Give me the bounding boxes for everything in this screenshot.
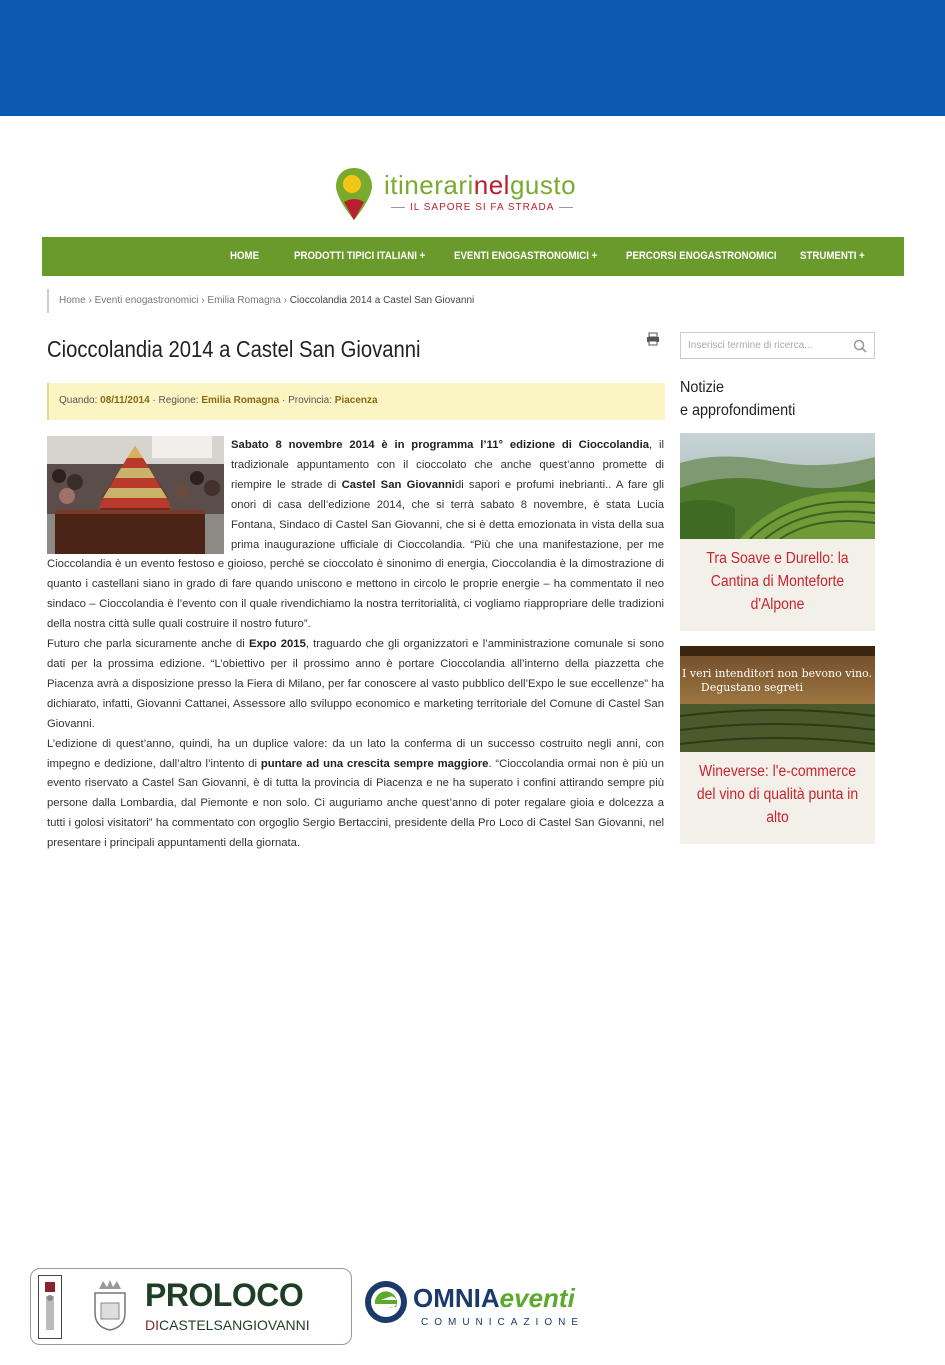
breadcrumb-home[interactable]: Home bbox=[59, 295, 86, 306]
sidebar-heading-line2: e approfondimenti bbox=[680, 402, 796, 419]
event-province[interactable]: Piacenza bbox=[334, 395, 378, 406]
breadcrumb bbox=[47, 289, 474, 313]
logo-wordmark: itinerarinelgusto bbox=[384, 170, 577, 200]
article-body bbox=[47, 436, 664, 854]
sidebar-heading bbox=[680, 376, 795, 422]
image-caption-2: Degustano segreti bbox=[700, 681, 804, 694]
breadcrumb-separator: › bbox=[198, 295, 208, 306]
growth-bold: puntare ad una crescita sempre maggiore bbox=[260, 757, 489, 770]
image-caption-1: I veri intenditori non bevono vino. bbox=[682, 667, 872, 680]
sidebar-heading-line1: Notizie bbox=[680, 379, 725, 396]
omnia-wordmark bbox=[413, 1283, 575, 1314]
proloco-di: DI bbox=[145, 1317, 159, 1333]
proloco-side-badge bbox=[38, 1275, 62, 1339]
omnia-e-icon bbox=[363, 1279, 409, 1325]
proloco-logo bbox=[30, 1268, 352, 1345]
news-card-wineverse[interactable] bbox=[680, 646, 875, 844]
site-logo[interactable] bbox=[334, 166, 594, 222]
article-paragraph-2 bbox=[47, 635, 664, 735]
paragraph-text: di sapori e profumi inebrianti.. A fare gli onori di casa dell’edizione 2014, che si terrà sabato 8 novembre, è stata Lucia Fontana, Sindaco di Castel San Giovanni, che si è detta emozionata in vista della sua prima inaugurazione ufficiale di Cioccolandia. “Più che una manifestazione, per me Cioccolandia è un evento festoso e gioioso, perché se cioccolato è sinonimo di energia, Cioccolandia è la dimostrazione di quanto i castellani siano in grado di fare quando uniscono e mettono in circolo le proprie energie – ha commentato il neo sindaco – Cioccolandia è l’evento con il quale rivendichiamo la nostra territorialità, ci vogliamo riappropriare delle tradizioni della nostra città sulle quali costruire il nostro futuro”. bbox=[47, 478, 664, 631]
paragraph-text: L’edizione di quest’anno, quindi, ha un duplice valore: da un lato la conferma di un successo costruito negli anni, con impegno e dedizione, dall’altro l’intento di bbox=[47, 737, 664, 770]
omnia-subtitle: COMUNICAZIONE bbox=[421, 1317, 584, 1328]
event-info-box bbox=[47, 383, 665, 420]
paragraph-text: , il tradizionale appuntamento con il cioccolato che anche quest’anno promette di riempire le strade di bbox=[231, 439, 664, 491]
lead-bold: Sabato 8 novembre 2014 è in programma l’11° edizione di Cioccolandia bbox=[231, 439, 649, 451]
when-label: Quando: bbox=[59, 395, 98, 406]
paragraph-text: , traguardo che gli organizzatori e l’amministrazione comunale si sono dati per la prossima edizione. “L’obiettivo per il prossimo anno è portare Cioccolandia all’interno della piazzetta che Piacenza avrà a disposizione presso la Fiera di Milano, per far conoscere al vasto pubblico dell’Expo le sue eccellenze” ha dichiarato, infatti, Giovanni Cattanei, Assessore allo sviluppo economico e marketing territoriale del Comune di Castel San Giovanni. bbox=[47, 638, 665, 730]
print-icon[interactable] bbox=[646, 332, 660, 346]
expo-bold: Expo 2015 bbox=[248, 638, 306, 651]
nav-item-home[interactable]: HOME bbox=[230, 250, 260, 262]
search-input[interactable]: Inserisci termine di ricerca... bbox=[688, 340, 813, 351]
proloco-subtitle bbox=[145, 1317, 310, 1333]
nav-item-strumenti[interactable]: STRUMENTI + bbox=[800, 250, 865, 262]
proloco-side-graphic bbox=[39, 1276, 61, 1338]
omnia-part1: OMNIA bbox=[413, 1283, 500, 1313]
paragraph-text: Futuro che parla sicuramente anche di bbox=[47, 638, 249, 651]
info-separator: · bbox=[149, 395, 159, 406]
card-caption bbox=[680, 752, 875, 844]
breadcrumb-current: Cioccolandia 2014 a Castel San Giovanni bbox=[289, 295, 475, 306]
proloco-town: CASTELSANGIOVANNI bbox=[159, 1317, 310, 1333]
omnia-eventi-logo bbox=[363, 1275, 613, 1335]
town-bold: Castel San Giovanni bbox=[341, 478, 455, 491]
nav-item-eventi-enogastronomici[interactable]: EVENTI ENOGASTRONOMICI + bbox=[454, 250, 598, 262]
card-caption bbox=[680, 539, 875, 631]
search-icon[interactable] bbox=[853, 339, 867, 353]
news-card-soave[interactable] bbox=[680, 433, 875, 631]
town-crest-icon bbox=[93, 1279, 127, 1331]
main-nav bbox=[42, 237, 904, 276]
nav-item-percorsi-enogastronomici[interactable]: PERCORSI ENOGASTRONOMICI bbox=[626, 250, 777, 262]
card-title[interactable]: Tra Soave e Durello: la Cantina di Monteforte d'Alpone bbox=[706, 550, 849, 613]
info-separator: · bbox=[279, 395, 289, 406]
region-label: Regione: bbox=[158, 395, 199, 406]
proloco-title: PROLOCO bbox=[145, 1277, 304, 1313]
paragraph-text: . “Cioccolandia ormai non è più un evento riservato a Castel San Giovanni, è di tutta la provincia di Piacenza e ne ha superato i confini attirando sempre più persone dalla Lombardia, dal Piemonte e non solo. Ci auguriamo anche quest’anno di poter regalare gioia e dolcezza a tutti i golosi visitatori” ha commentato con orgoglio Sergio Bertaccini, presidente della Pro Loco di Castel San Giovanni, nel presentare i principali appuntamenti della giornata. bbox=[47, 757, 664, 850]
event-info-text bbox=[59, 395, 378, 406]
search-box[interactable] bbox=[680, 332, 875, 359]
breadcrumb-separator: › bbox=[85, 295, 95, 306]
event-date: 08/11/2014 bbox=[100, 395, 150, 406]
wineverse-image bbox=[680, 646, 875, 752]
breadcrumb-separator: › bbox=[280, 295, 290, 306]
photo-spacer bbox=[47, 436, 231, 554]
map-pin-logo-icon bbox=[334, 166, 374, 222]
logo-tagline: IL SAPORE SI FA STRADA bbox=[386, 202, 578, 213]
breadcrumb-emilia-romagna[interactable]: Emilia Romagna bbox=[207, 295, 281, 306]
page-title: Cioccolandia 2014 a Castel San Giovanni bbox=[47, 336, 421, 362]
breadcrumb-eventi[interactable]: Eventi enogastronomici bbox=[94, 295, 199, 306]
vineyard-image bbox=[680, 433, 875, 539]
card-title[interactable]: Wineverse: l'e-commerce del vino di qualità punta in alto bbox=[696, 763, 859, 826]
event-region[interactable]: Emilia Romagna bbox=[201, 395, 280, 406]
omnia-part2: eventi bbox=[499, 1283, 575, 1313]
article-paragraph-3 bbox=[47, 735, 664, 854]
nav-item-prodotti-tipici[interactable]: PRODOTTI TIPICI ITALIANI + bbox=[294, 250, 426, 262]
province-label: Provincia: bbox=[288, 395, 332, 406]
top-blue-band bbox=[0, 0, 945, 116]
